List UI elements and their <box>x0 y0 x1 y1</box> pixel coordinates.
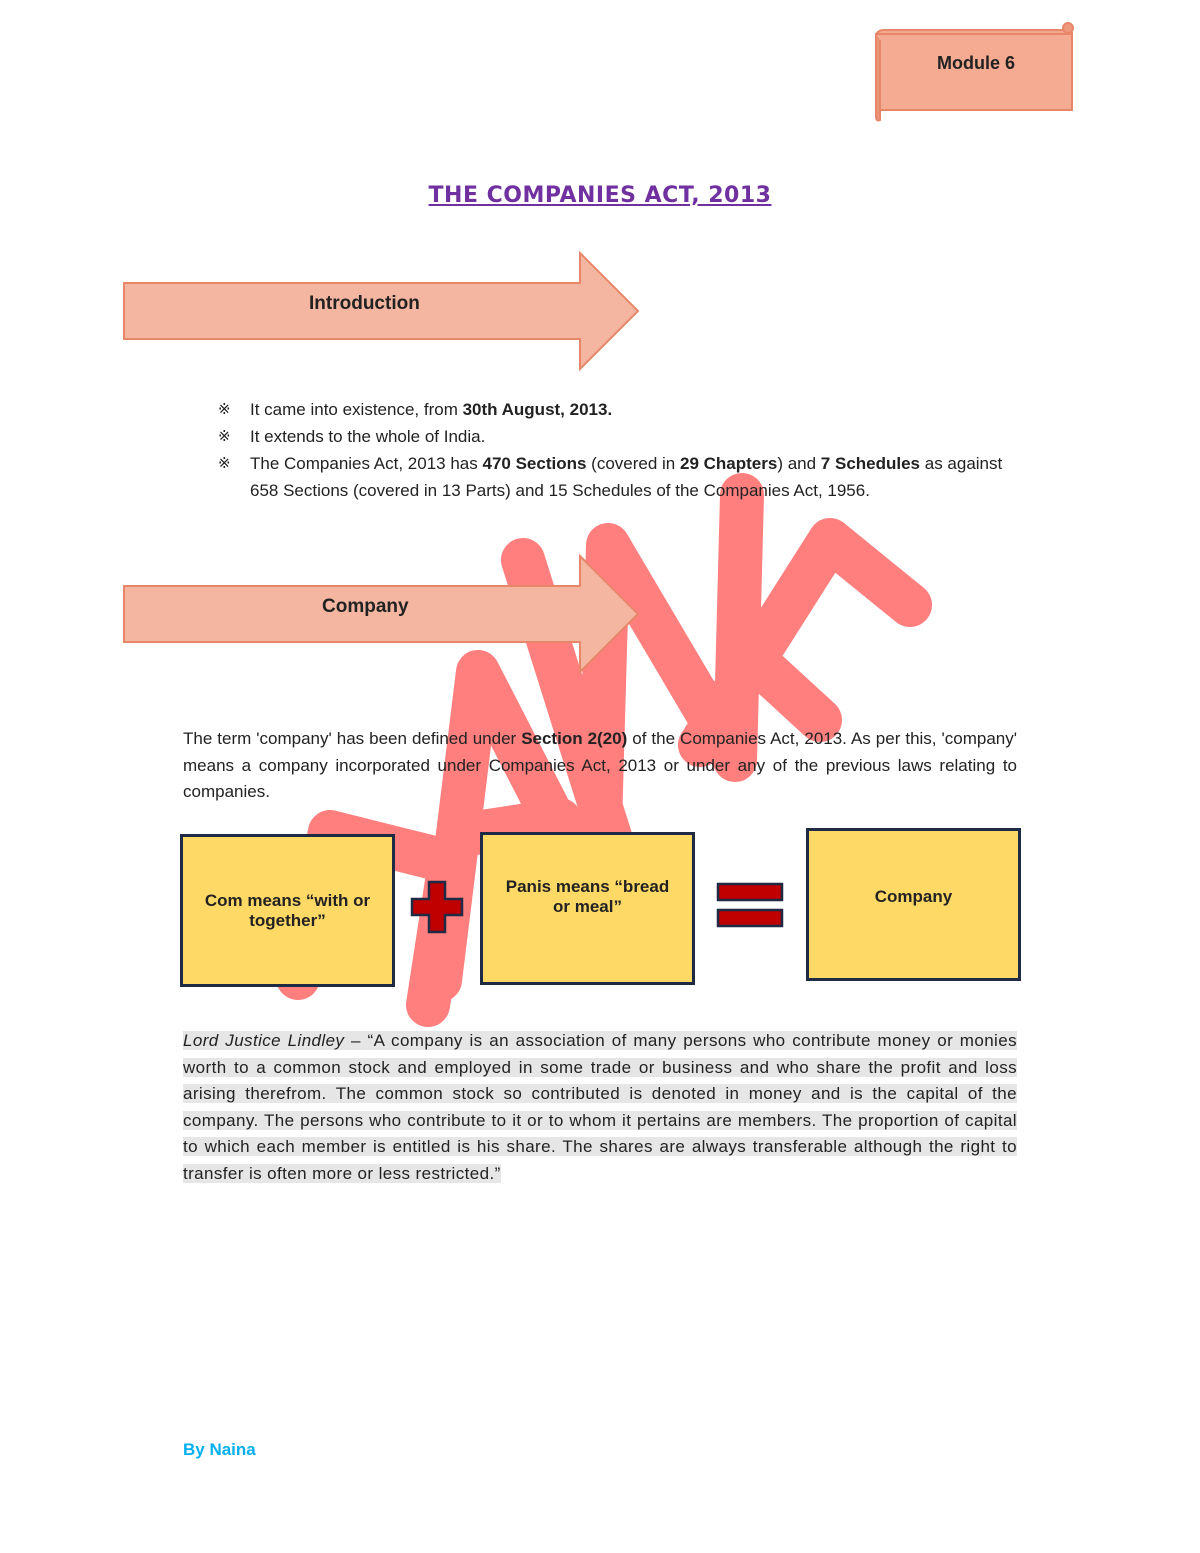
list-item: ※ The Companies Act, 2013 has 470 Sections (covered in 29 Chapters) and 7 Schedules as against 658 Sections (covered in 13 Parts) and 15 Schedules of the Companies Act, 1956. <box>218 450 1018 504</box>
equals-icon <box>716 882 784 930</box>
company-definition: The term 'company' has been defined under Section 2(20) of the Companies Act, 2013. As per this, 'company' means a company incorporated under Companies Act, 2013 or under any of the previous laws relating to companies. <box>183 729 1017 801</box>
quote-author: Lord Justice Lindley <box>183 1031 345 1050</box>
lindley-quote: Lord Justice Lindley – “A company is an association of many persons who contribute money or monies worth to a common stock and employed in some trade or business and who share the profit and loss arising therefrom. The common stock so contributed is denoted in money and is the capital of the company. The persons who contribute to it or to whom it pertains are members. The proportion of capital to which each member is entitled is his share. The shares are always transferable although the right to transfer is often more or less restricted.” <box>183 1031 1017 1183</box>
com-meaning-box: Com means “with or together” <box>180 834 395 987</box>
list-item: ※ It came into existence, from 30th August, 2013. <box>218 396 1018 423</box>
bullet-icon: ※ <box>218 401 231 418</box>
bullet-icon: ※ <box>218 455 231 472</box>
quote-text: “A company is an association of many persons who contribute money or monies worth to a common stock and employed in some trade or business and who share the profit and loss arising therefrom. The common stock so contributed is denoted in money and is the capital of the company. The persons who contribute to it or to whom it pertains are members. The proportion of capital to which each member is entitled is his share. The shares are always transferable although the right to transfer is often more or less restricted.” <box>183 1031 1017 1183</box>
list-item: ※ It extends to the whole of India. <box>218 423 1018 450</box>
introduction-heading: Introduction <box>309 293 420 314</box>
intro-bullet-list <box>218 396 1018 504</box>
module-label: Module 6 <box>936 53 1015 73</box>
plus-icon <box>410 880 464 934</box>
company-heading: Company <box>322 596 409 617</box>
author-footer: By Naina <box>183 1440 256 1459</box>
company-result-box: Company <box>806 828 1021 981</box>
bullet-icon: ※ <box>218 428 231 445</box>
page-title: THE COMPANIES ACT, 2013 <box>428 183 772 208</box>
panis-meaning-box: Panis means “bread or meal” <box>480 832 695 985</box>
